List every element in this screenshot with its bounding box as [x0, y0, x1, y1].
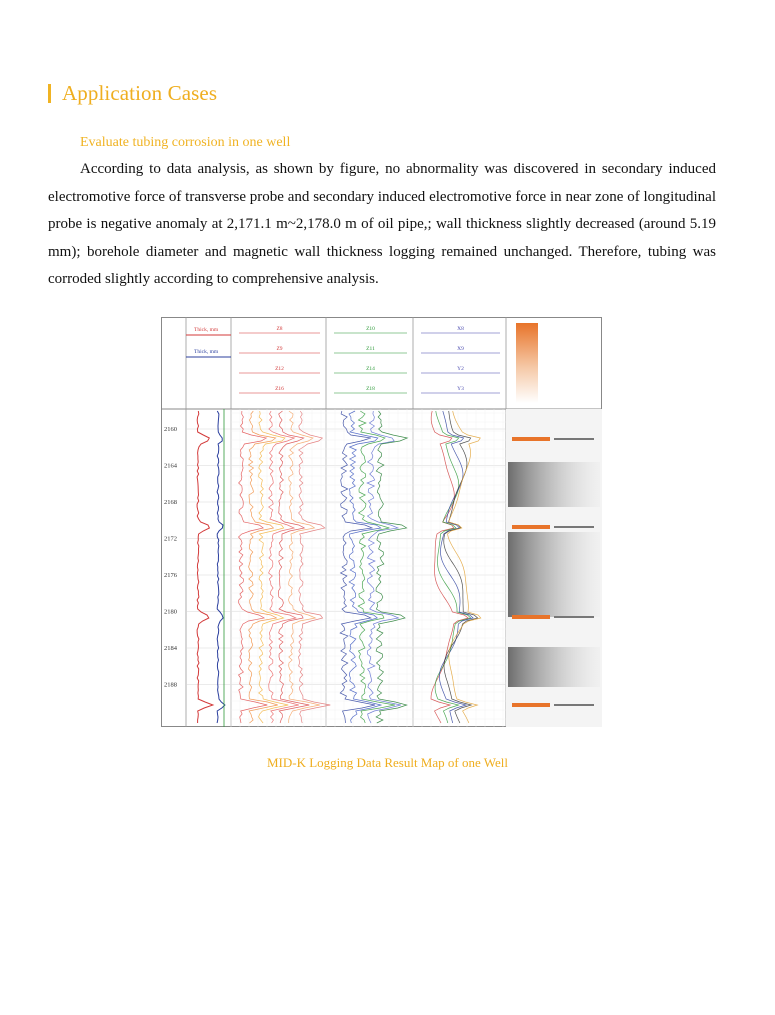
depth-label: 2168 — [164, 499, 177, 506]
curve-label: Z16 — [275, 386, 284, 392]
anomaly-band-right — [554, 438, 594, 440]
color-scale-bar — [516, 323, 538, 403]
curve-label: Z8 — [276, 326, 283, 332]
header-track-label: Thick, mm — [194, 349, 219, 355]
depth-label: 2160 — [164, 426, 177, 433]
subheading: Evaluate tubing corrosion in one well — [80, 135, 291, 150]
logging-data-map — [161, 317, 602, 727]
curve-label: Z18 — [366, 386, 375, 392]
curve-label: Z10 — [366, 326, 375, 332]
curve-label: Z14 — [366, 366, 375, 372]
curve-label: Z12 — [275, 366, 284, 372]
depth-label: 2180 — [164, 608, 177, 616]
section-heading — [48, 80, 217, 106]
curve-label: Y3 — [457, 386, 464, 392]
depth-label: 2164 — [164, 462, 177, 470]
image-band — [508, 532, 600, 582]
image-band — [508, 582, 600, 617]
section-title: Application Cases — [62, 80, 218, 105]
image-band — [508, 462, 600, 507]
anomaly-band — [512, 437, 550, 441]
curve-label: X9 — [457, 346, 464, 352]
anomaly-band-right — [554, 704, 594, 706]
depth-label: 2188 — [164, 681, 177, 689]
curve-label: Y2 — [457, 366, 464, 372]
anomaly-band-right — [554, 616, 594, 618]
anomaly-band — [512, 525, 550, 529]
curve-label: Z11 — [366, 346, 375, 352]
anomaly-band-right — [554, 526, 594, 528]
depth-label: 2176 — [164, 572, 177, 579]
anomaly-band — [512, 703, 550, 707]
depth-label: 2184 — [164, 645, 177, 652]
depth-label: 2172 — [164, 535, 177, 543]
section-accent-bar — [48, 84, 51, 103]
logging-figure — [161, 317, 602, 727]
image-band — [508, 647, 600, 687]
curve-label: X8 — [457, 326, 464, 332]
header-track-label: Thick, mm — [194, 327, 219, 333]
body-paragraph: According to data analysis, as shown by figure, no abnormality was discovered in secondary induced electromotive force of transverse probe and secondary induced electromotive force in near zone of longitudinal probe is negative anomaly at 2,171.1 m~2,178.0 m of oil pipe,; wall thickness slightly decreased (around 5.19 mm); borehole diameter and magnetic wall thickness logging remained unchanged. Therefore, tubing was corroded slightly according to comprehensive analysis. — [48, 161, 716, 288]
anomaly-band — [512, 615, 550, 619]
figure-caption: MID-K Logging Data Result Map of one Well — [267, 755, 508, 770]
curve-label: Z9 — [276, 346, 283, 352]
